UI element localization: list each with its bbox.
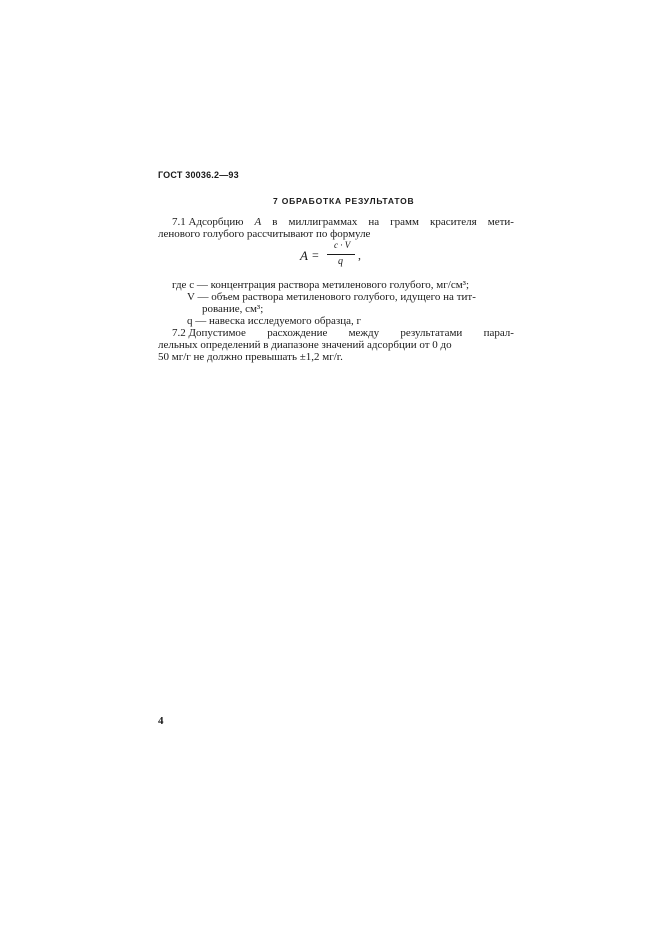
para-7-1-word: в <box>272 216 278 228</box>
para-7-1-word: на <box>368 216 380 228</box>
formula-comma: , <box>358 248 361 262</box>
para-7-2-word: парал- <box>483 327 514 339</box>
formula-lhs: A <box>300 248 308 263</box>
para-7-2-line-3: 50 мг/г не должно превышать ±1,2 мг/г. <box>158 351 343 363</box>
para-7-1-word: грамм <box>390 216 419 228</box>
where-v-definition-line-1: V — объем раствора метиленового голубого, идущего на тит- <box>187 291 476 303</box>
document-code-header: ГОСТ 30036.2—93 <box>158 170 239 180</box>
formula-denominator: q <box>338 256 343 267</box>
where-c-definition: где c — концентрация раствора метиленового голубого, мг/см³; <box>172 279 470 291</box>
para-7-2-word: расхождение <box>267 327 328 339</box>
para-7-1-line-2: ленового голубого рассчитывают по формуле <box>158 228 371 240</box>
para-7-1-word: мети- <box>487 216 514 228</box>
where-v-definition-line-2: рование, см³; <box>202 303 264 315</box>
para-7-2-line-2: лельных определений в диапазоне значений адсорбции от 0 до <box>158 339 452 351</box>
formula-equals: = <box>312 248 319 262</box>
para-7-1-symbol-a: A <box>254 216 262 228</box>
where-q-definition: q — навеска исследуемого образца, г <box>187 315 362 327</box>
para-7-1-word: миллиграммах <box>288 216 358 228</box>
formula-numerator: c · V <box>334 240 351 250</box>
para-7-1-line-1 <box>172 216 514 228</box>
para-7-2-word: результатами <box>400 327 463 339</box>
formula-fraction-bar <box>327 254 355 255</box>
para-7-2-word: 7.2 Допустимое <box>172 327 246 339</box>
page-number: 4 <box>158 715 164 727</box>
adsorption-formula <box>300 240 420 270</box>
para-7-2-word: между <box>348 327 380 339</box>
para-7-2-line-1 <box>172 327 514 339</box>
para-7-1-word: 7.1 Адсорбцию <box>172 216 244 228</box>
para-7-1-word: красителя <box>430 216 477 228</box>
section-title: 7 ОБРАБОТКА РЕЗУЛЬТАТОВ <box>273 196 415 206</box>
